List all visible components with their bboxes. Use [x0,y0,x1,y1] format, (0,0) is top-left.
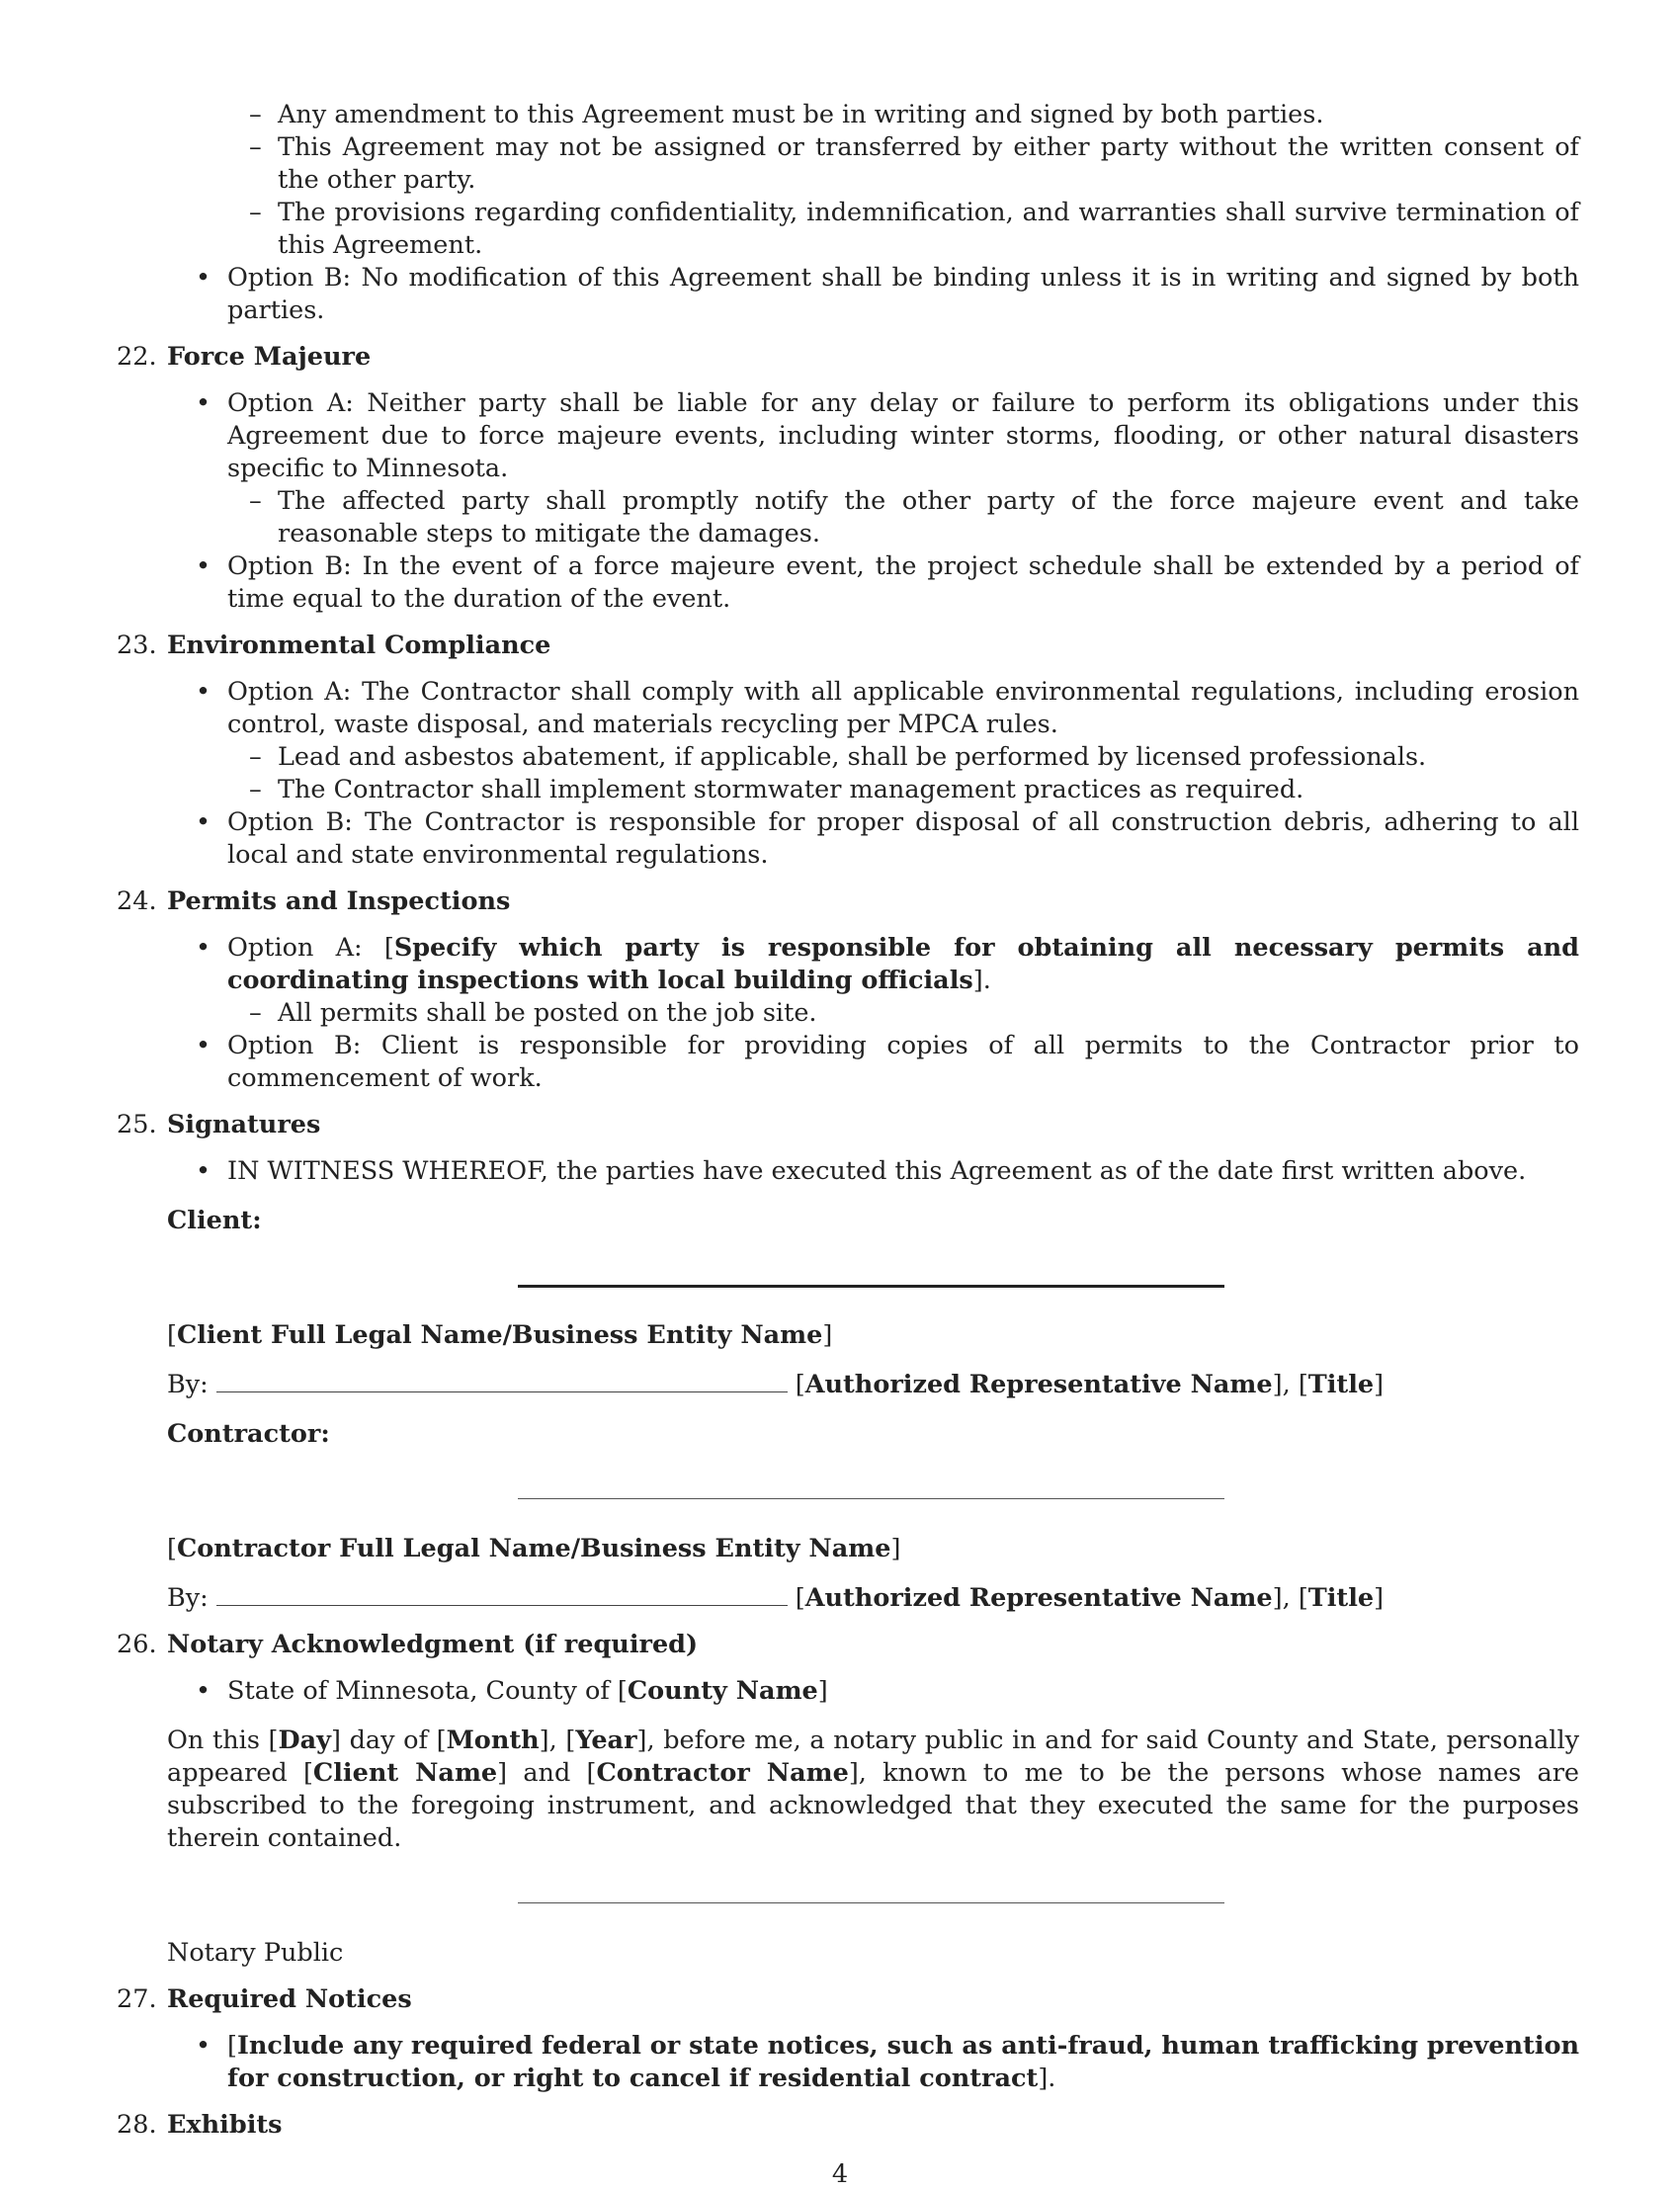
section-heading: 22. Force Majeure [117,342,372,372]
contractor-label: Contractor: [167,1419,330,1449]
list-item: – All permits shall be posted on the job site. [249,998,817,1028]
list-item: – The provisions regarding confidentiality, indemnification, and warranties shall survive termination of this Agreement. [249,198,1579,260]
list-item: – Any amendment to this Agreement must be in writing and signed by both parties. [249,100,1324,129]
section-heading: 26. Notary Acknowledgment (if required) [117,1630,699,1659]
signature-blank [216,1583,788,1606]
list-item: – The affected party shall promptly notify the other party of the force majeure event and take reasonable steps to mitigate the damages. [249,486,1579,548]
list-item: • Option A: [Specify which party is responsible for obtaining all necessary permits and coordinating inspections with local building officials]. [196,933,1579,995]
notary-signature-line [0,1855,1680,1920]
contractor-name-placeholder: [Contractor Full Legal Name/Business Entity Name] [167,1534,901,1563]
client-by-line: By: [Authorized Representative Name], [Title] [167,1370,1385,1399]
list-item: • Option B: Client is responsible for providing copies of all permits to the Contractor prior to commencement of work. [196,1031,1579,1093]
notary-public-label: Notary Public [167,1938,344,1968]
list-item: • IN WITNESS WHEREOF, the parties have executed this Agreement as of the date first written above. [196,1156,1527,1186]
section-heading: 23. Environmental Compliance [117,631,551,660]
list-item: • [Include any required federal or state notices, such as anti-fraud, human trafficking prevention for construction, or right to cancel if residential contract]. [196,2031,1579,2093]
notary-paragraph: On this [Day] day of [Month], [Year], before me, a notary public in and for said County and State, personally appeared [Client Name] and [Contractor Name], known to me to be the persons whose names are subscribed to the foregoing instrument, and acknowledged that they executed the same for the purposes therein contained. [167,1726,1580,1853]
page-content [0,99,1680,2155]
list-item: • Option B: In the event of a force majeure event, the project schedule shall be extended by a period of time equal to the duration of the event. [196,551,1579,614]
page-number: 4 [831,2159,849,2189]
client-signature-line [0,1237,1680,1303]
section-heading: 27. Required Notices [117,1984,412,2014]
list-item: • Option B: No modification of this Agreement shall be binding unless it is in writing and signed by both parties. [196,263,1579,325]
placeholder-text: Specify which party is responsible for obtaining all necessary permits and coordinating inspections with local building officials [227,933,1579,995]
list-item: • Option A: The Contractor shall comply with all applicable environmental regulations, including erosion control, waste disposal, and materials recycling per MPCA rules. [196,677,1579,739]
signature-blank [216,1370,788,1392]
list-item: • Option A: Neither party shall be liable for any delay or failure to perform its obligations under this Agreement due to force majeure events, including winter storms, flooding, or other natural disasters specific to Minnesota. [196,388,1579,483]
list-item: • State of Minnesota, County of [County Name] [196,1676,828,1706]
contractor-signature-line [0,1451,1680,1516]
contractor-by-line: By: [Authorized Representative Name], [Title] [167,1583,1385,1613]
list-item: • Option B: The Contractor is responsible for proper disposal of all construction debris, adhering to all local and state environmental regulations. [196,807,1579,870]
client-label: Client: [167,1206,262,1235]
section-heading: 24. Permits and Inspections [117,886,511,916]
list-item: – This Agreement may not be assigned or transferred by either party without the written consent of the other party. [249,132,1579,195]
client-name-placeholder: [Client Full Legal Name/Business Entity Name] [167,1320,833,1350]
section-heading: 28. Exhibits [117,2110,283,2140]
section-heading: 25. Signatures [117,1110,321,1139]
list-item: – The Contractor shall implement stormwater management practices as required. [249,775,1304,804]
list-item: – Lead and asbestos abatement, if applicable, shall be performed by licensed professionals. [249,742,1427,772]
